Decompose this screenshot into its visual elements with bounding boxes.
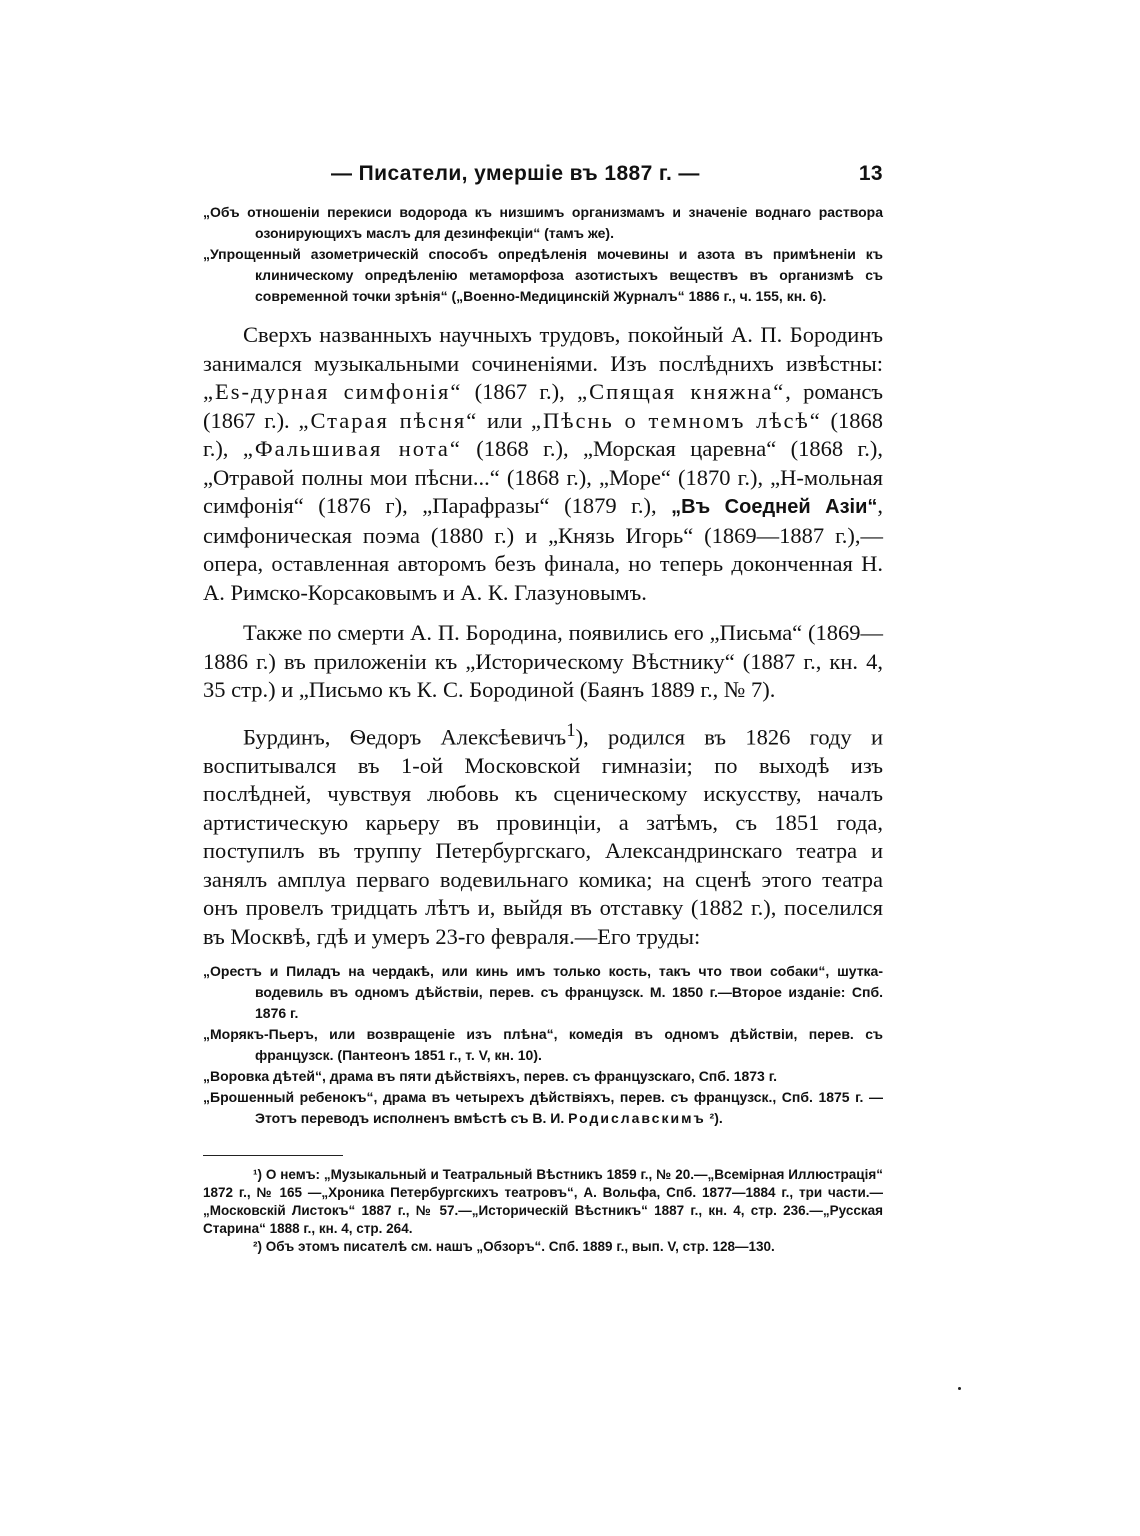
paragraph-borodin-compositions <box>203 321 883 607</box>
composition-title: „Фальшивая нота“ <box>242 436 462 461</box>
footnote: ²) Объ этомъ писателѣ см. нашъ „Обзоръ“. Спб. 1889 г., вып. V, стр. 128—130. <box>253 1239 775 1254</box>
composition-title: „Пѣснь о темномъ лѣсѣ“ <box>531 407 822 433</box>
composition-title: „Es-дурная симфонія“ <box>203 379 463 404</box>
text-run: „Брошенный ребенокъ“, драма въ четырехъ дѣйствіяхъ, перев. съ французск., Спб. 1875 г. — Этотъ переводъ исполненъ вмѣстѣ съ В. И. <box>203 1089 883 1126</box>
work-entry <box>203 1087 883 1129</box>
footnote-ref: 1 <box>566 719 576 741</box>
text-run: ), родился въ 1826 году и воспитывался въ 1-ой Московской гимназіи; по выходѣ изъ послѣдней, чувствуя любовь къ сценическому искусству, началъ артистическую карьеру въ провинціи, а затѣмъ, съ 1851 года, поступилъ въ труппу Петербургскаго, Александринскаго театра и занялъ амплуа перваго водевильнаго комика; на сценѣ этого театра онъ провелъ тридцать лѣтъ и, выйдя въ отставку (1882 г.), поселился въ Москвѣ, гдѣ и умеръ 23-го февраля.—Его труды: <box>203 724 884 949</box>
work-entry: „Упрощенный азометрическій способъ опредѣленія мочевины и азота въ примѣненіи къ клиническому опредѣленію метаморфоза азотистыхъ веществъ въ организмѣ съ современной точки зрѣнія“ („Военно-Медицинскій Журналъ“ 1886 г., ч. 155, кн. 6). <box>203 246 883 304</box>
text-run: (1868 г.), <box>203 407 884 461</box>
composition-title-bold: „Въ Соедней Азіи“ <box>671 496 878 518</box>
work-entry: „Морякъ-Пьеръ, или возвращеніе изъ плѣна“, комедія въ одномъ дѣйствіи, перев. съ французск. (Пантеонъ 1851 г., т. V, кн. 10). <box>203 1026 883 1063</box>
works-list-top <box>203 202 883 307</box>
footnotes <box>203 1166 883 1256</box>
composition-title: „Парафразы“ <box>422 493 550 518</box>
composition-title: „Отравой полны мои пѣсни...“ <box>203 464 500 490</box>
text-run: (1876 г), <box>303 493 423 518</box>
footnote: ¹) О немъ: „Музыкальный и Театральный Вѣстникъ 1859 г., № 20.—„Всемірная Иллюстрація“ 1872 г., № 165 —„Хроника Петербургскихъ театровъ“, А. Вольфа, Спб. 1877—1884 г., три части.—„Московскій Листокъ“ 1887 г., № 57.—„Историческій Вѣстникъ“ 1887 г., кн. 4, стр. 236.—„Русская Старина“ 1888 г., кн. 4, стр. 264. <box>203 1167 883 1236</box>
text-run: (1869—1887 г.),—опера, оставленная авторомъ безъ финала, но теперь доконченная Н. А. Римско-Корсаковымъ и А. К. Глазуновымъ. <box>203 522 883 605</box>
page-number: 13 <box>858 162 883 185</box>
text-run: (1879 г.), <box>549 493 672 518</box>
works-list-bottom <box>203 961 883 1129</box>
text-run: (1870 г.), <box>670 464 771 490</box>
text-run: (1868 г.), <box>499 464 600 490</box>
text-run: (1868 г.), <box>776 436 883 461</box>
composition-title: „Море“ <box>599 464 671 490</box>
work-entry: „Объ отношеніи перекиси водорода къ низшимъ организмамъ и значеніе воднаго раствора озонирующихъ маслъ для дезинфекціи“ (тамъ же). <box>203 204 883 241</box>
text-run: (1868 г.), <box>461 436 584 461</box>
author-name: Бурдинъ, Ѳедоръ Алексѣевичъ <box>243 724 567 749</box>
composition-title: „Морская царевна“ <box>583 436 777 461</box>
text-run: , романсъ (1867 г.). <box>203 379 883 433</box>
text-run: , симфоническая поэма (1880 г.) и <box>203 493 883 548</box>
work-entry: „Орестъ и Пиладъ на чердакѣ, или кинь имъ только кость, такъ что твои собаки“, шутка-водевиль въ одномъ дѣйствіи, перев. съ французск. М. 1850 г.—Второе изданіе: Спб. 1876 г. <box>203 963 883 1021</box>
coauthor-name: Родиславскимъ <box>568 1110 706 1126</box>
paragraph-burdin-biography <box>203 717 883 952</box>
book-page <box>203 158 883 1256</box>
running-title: — Писатели, умершіе въ 1887 г. — <box>331 162 700 185</box>
text-run: или <box>478 407 532 433</box>
print-speck <box>958 1387 961 1390</box>
paragraph-borodin-letters: Также по смерти А. П. Бородина, появились его „Письма“ (1869—1886 г.) въ приложеніи къ „Историческому Вѣстнику“ (1887 г., кн. 4, 35 стр.) и „Письмо къ К. С. Бородиной (Баянъ 1889 г., № 7). <box>203 620 883 702</box>
composition-title: „Спящая княжна“ <box>577 379 786 404</box>
text-run: Сверхъ названныхъ научныхъ трудовъ, покойный А. П. Бородинъ занимался музыкальными сочиненіями. Изъ послѣднихъ извѣстны: <box>203 322 883 376</box>
text-run: (1867 г.), <box>462 379 578 404</box>
composition-title: „Князь Игорь“ <box>548 522 694 548</box>
text-run: ²). <box>705 1110 723 1126</box>
running-header <box>203 158 883 192</box>
composition-title: „Н-мольная симфонія“ <box>203 464 883 518</box>
footnote-divider <box>203 1155 343 1156</box>
work-entry: „Воровка дѣтей“, драма въ пяти дѣйствіяхъ, перев. съ французскаго, Спб. 1873 г. <box>203 1068 778 1084</box>
composition-title: „Старая пѣсня“ <box>298 407 479 433</box>
